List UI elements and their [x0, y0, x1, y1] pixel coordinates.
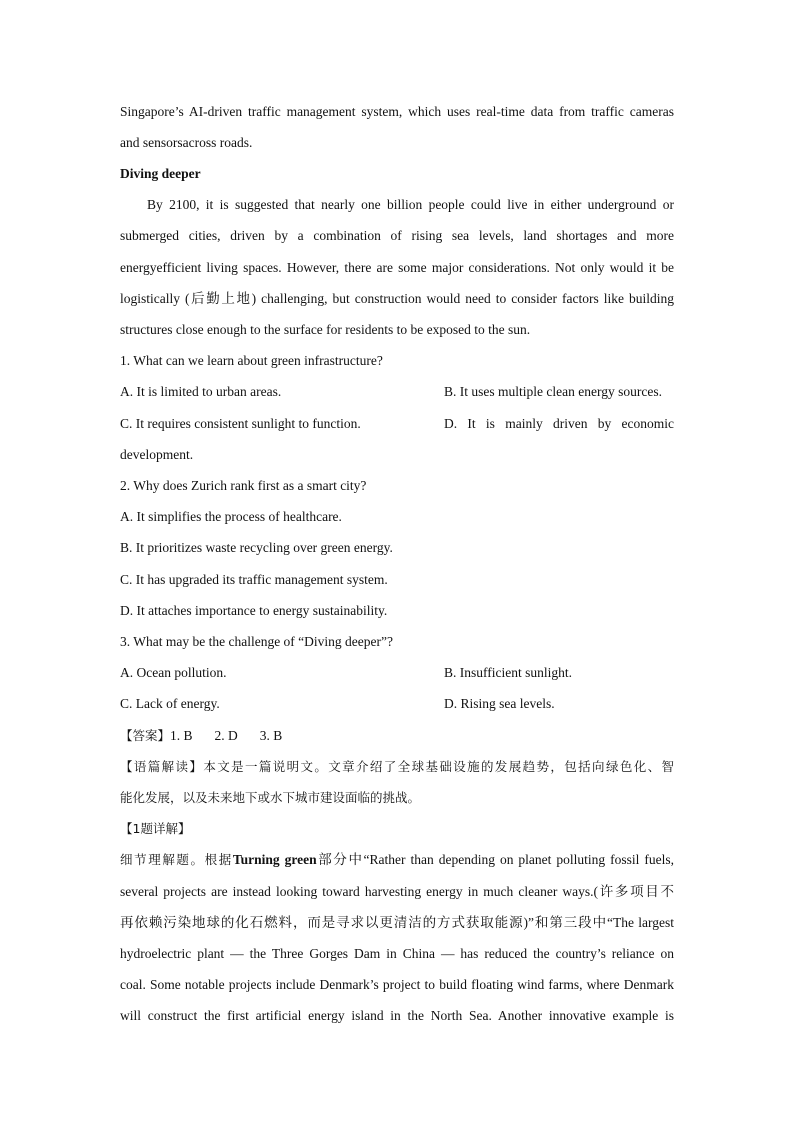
detail-line: hydroelectric plant — the Three Gorges Dam in China — has reduced the country’s reliance on [120, 946, 674, 961]
analysis-label: 【语篇解读】 [120, 759, 204, 774]
detail-intro: 细节理解题。根据 [120, 852, 233, 867]
answer-1: 1. B [170, 728, 193, 743]
option-d: D. It attaches importance to energy sustainability. [120, 603, 388, 618]
section-reference: Turning green [232, 852, 317, 867]
detail-line: 再依赖污染地球的化石燃料，而是寻求以更清洁的方式获取能源)”和第三段中“The largest [120, 915, 674, 930]
passage-line: structures close enough to the surface for residents to be exposed to the sun. [120, 322, 531, 337]
answer-label: 【答案】 [120, 728, 171, 743]
section-heading: Diving deeper [120, 166, 201, 181]
option-a: A. Ocean pollution. [120, 665, 227, 680]
option-a: A. It is limited to urban areas. [120, 384, 282, 399]
passage-line: submerged cities, driven by a combination of rising sea levels, land shortages and more [120, 228, 674, 243]
passage-line: logistically (后勤上地) challenging, but construction would need to consider factors like building [120, 291, 674, 306]
answer-3: 3. B [259, 728, 283, 743]
answer-line [120, 726, 674, 746]
option-b: B. It uses multiple clean energy sources. [444, 384, 662, 399]
passage-line: energyefficient living spaces. However, there are some major considerations. Not only would it be [120, 260, 674, 275]
option-d: D. It is mainly driven by economic [444, 416, 674, 431]
analysis-line [120, 757, 674, 777]
detail-line: several projects are instead looking toward harvesting energy in much cleaner ways.(许多项目不 [120, 884, 674, 899]
question-stem: 2. Why does Zurich rank first as a smart city? [120, 478, 367, 493]
option-c: C. Lack of energy. [120, 696, 220, 711]
question-stem: 1. What can we learn about green infrastructure? [120, 353, 383, 368]
option-c: C. It requires consistent sunlight to function. [120, 416, 361, 431]
option-a: A. It simplifies the process of healthcare. [120, 509, 342, 524]
question-stem: 3. What may be the challenge of “Diving deeper”? [120, 634, 394, 649]
detail-line: coal. Some notable projects include Denmark’s project to build floating wind farms, where Denmark [120, 977, 674, 992]
detail-line [120, 850, 674, 870]
option-c: C. It has upgraded its traffic management system. [120, 572, 388, 587]
analysis-line: 能化发展，以及未来地下或水下城市建设面临的挑战。 [120, 790, 421, 805]
passage-line: Singapore’s AI-driven traffic management system, which uses real-time data from traffic cameras [120, 104, 674, 119]
passage-line: and sensorsacross roads. [120, 135, 253, 150]
analysis-text: 本文是一篇说明文。文章介绍了全球基础设施的发展趋势，包括向绿色化、智 [203, 759, 674, 774]
option-b: B. It prioritizes waste recycling over green energy. [120, 540, 393, 555]
detail-label: 【1题详解】 [120, 821, 191, 836]
option-d-continued: development. [120, 447, 194, 462]
option-b: B. Insufficient sunlight. [444, 665, 572, 680]
option-d: D. Rising sea levels. [444, 696, 555, 711]
answer-2: 2. D [214, 728, 238, 743]
detail-line: will construct the first artificial energy island in the North Sea. Another innovative example is [120, 1008, 674, 1023]
detail-quote: 部分中“Rather than depending on planet polluting fossil fuels, [316, 852, 674, 867]
passage-line: By 2100, it is suggested that nearly one billion people could live in either underground or [147, 197, 674, 212]
